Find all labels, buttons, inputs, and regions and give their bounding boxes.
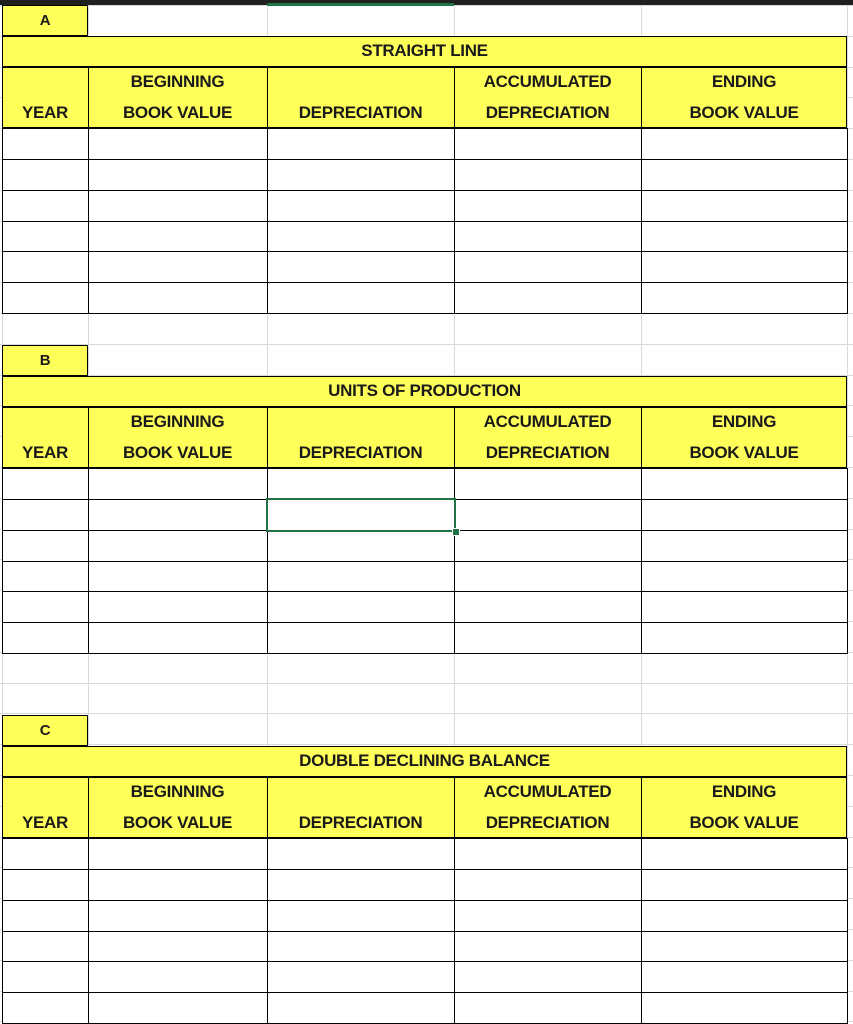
header-ending-line1: ENDING [711, 411, 777, 431]
header-ending-line2: BOOK VALUE [689, 102, 799, 122]
table-cell-accumulated[interactable] [454, 622, 642, 654]
table-cell-accumulated[interactable] [454, 251, 642, 283]
method-title: DOUBLE DECLINING BALANCE [2, 746, 847, 777]
gridline-horizontal [0, 344, 853, 345]
header-beginning-line2: BOOK VALUE [122, 442, 233, 462]
table-cell-beginning[interactable] [88, 159, 268, 191]
table-cell-year[interactable] [2, 992, 89, 1024]
table-cell-year[interactable] [2, 468, 89, 500]
table-cell-accumulated[interactable] [454, 221, 642, 253]
header-year: YEAR [21, 102, 69, 122]
table-cell-beginning[interactable] [88, 992, 268, 1024]
table-cell-depreciation[interactable] [267, 838, 455, 870]
table-cell-depreciation[interactable] [267, 282, 455, 314]
table-cell-ending[interactable] [641, 838, 848, 870]
table-cell-beginning[interactable] [88, 622, 268, 654]
table-cell-depreciation[interactable] [267, 190, 455, 222]
table-cell-year[interactable] [2, 961, 89, 993]
table-cell-ending[interactable] [641, 530, 848, 562]
header-accumulated-line2: DEPRECIATION [485, 442, 610, 462]
table-cell-beginning[interactable] [88, 530, 268, 562]
table-cell-beginning[interactable] [88, 961, 268, 993]
gridline-horizontal [0, 683, 853, 684]
header-beginning-line2: BOOK VALUE [122, 812, 233, 832]
table-cell-ending[interactable] [641, 622, 848, 654]
table-cell-year[interactable] [2, 838, 89, 870]
header-accumulated-line1: ACCUMULATED [483, 71, 612, 91]
selected-cell[interactable] [266, 498, 456, 532]
table-cell-depreciation[interactable] [267, 251, 455, 283]
table-cell-depreciation[interactable] [267, 530, 455, 562]
table-cell-ending[interactable] [641, 591, 848, 623]
table-cell-year[interactable] [2, 530, 89, 562]
gridline-horizontal [0, 713, 853, 714]
header-year: YEAR [21, 812, 69, 832]
method-title: UNITS OF PRODUCTION [2, 376, 847, 407]
table-cell-accumulated[interactable] [454, 838, 642, 870]
table-cell-beginning[interactable] [88, 561, 268, 593]
table-cell-ending[interactable] [641, 190, 848, 222]
table-cell-accumulated[interactable] [454, 499, 642, 531]
table-cell-year[interactable] [2, 561, 89, 593]
table-cell-year[interactable] [2, 282, 89, 314]
table-cell-accumulated[interactable] [454, 159, 642, 191]
table-cell-beginning[interactable] [88, 591, 268, 623]
table-cell-depreciation[interactable] [267, 221, 455, 253]
table-cell-ending[interactable] [641, 221, 848, 253]
table-cell-ending[interactable] [641, 961, 848, 993]
table-cell-beginning[interactable] [88, 221, 268, 253]
table-cell-year[interactable] [2, 221, 89, 253]
table-cell-beginning[interactable] [88, 128, 268, 160]
header-ending-line1: ENDING [711, 781, 777, 801]
table-cell-depreciation[interactable] [267, 561, 455, 593]
table-cell-year[interactable] [2, 251, 89, 283]
table-cell-year[interactable] [2, 622, 89, 654]
table-cell-ending[interactable] [641, 931, 848, 963]
table-cell-ending[interactable] [641, 499, 848, 531]
table-cell-ending[interactable] [641, 468, 848, 500]
table-cell-accumulated[interactable] [454, 900, 642, 932]
table-cell-accumulated[interactable] [454, 561, 642, 593]
table-cell-ending[interactable] [641, 282, 848, 314]
table-cell-accumulated[interactable] [454, 591, 642, 623]
section-letter-label: C [2, 715, 88, 746]
table-cell-depreciation[interactable] [267, 961, 455, 993]
table-cell-year[interactable] [2, 869, 89, 901]
header-accumulated-line2: DEPRECIATION [485, 102, 610, 122]
table-cell-ending[interactable] [641, 900, 848, 932]
table-cell-beginning[interactable] [88, 900, 268, 932]
header-beginning-line1: BEGINNING [130, 411, 225, 431]
table-cell-accumulated[interactable] [454, 282, 642, 314]
table-cell-accumulated[interactable] [454, 931, 642, 963]
table-cell-ending[interactable] [641, 128, 848, 160]
table-cell-year[interactable] [2, 190, 89, 222]
table-cell-accumulated[interactable] [454, 961, 642, 993]
table-cell-beginning[interactable] [88, 931, 268, 963]
header-year: YEAR [21, 442, 69, 462]
header-accumulated-line2: DEPRECIATION [485, 812, 610, 832]
table-cell-ending[interactable] [641, 159, 848, 191]
table-cell-year[interactable] [2, 128, 89, 160]
table-cell-accumulated[interactable] [454, 869, 642, 901]
method-title: STRAIGHT LINE [2, 36, 847, 67]
header-beginning-line1: BEGINNING [130, 781, 225, 801]
table-cell-accumulated[interactable] [454, 128, 642, 160]
table-cell-year[interactable] [2, 900, 89, 932]
table-cell-ending[interactable] [641, 869, 848, 901]
table-cell-depreciation[interactable] [267, 869, 455, 901]
header-beginning-line2: BOOK VALUE [122, 102, 233, 122]
table-cell-depreciation[interactable] [267, 992, 455, 1024]
table-cell-beginning[interactable] [88, 468, 268, 500]
table-cell-depreciation[interactable] [267, 900, 455, 932]
section-letter-label: B [2, 345, 88, 376]
header-beginning-line1: BEGINNING [130, 71, 225, 91]
header-depreciation: DEPRECIATION [298, 812, 423, 832]
active-column-indicator [267, 3, 454, 6]
table-cell-beginning[interactable] [88, 869, 268, 901]
table-cell-depreciation[interactable] [267, 468, 455, 500]
table-cell-ending[interactable] [641, 561, 848, 593]
table-cell-depreciation[interactable] [267, 931, 455, 963]
table-cell-accumulated[interactable] [454, 190, 642, 222]
header-depreciation: DEPRECIATION [298, 102, 423, 122]
table-cell-accumulated[interactable] [454, 992, 642, 1024]
table-cell-ending[interactable] [641, 251, 848, 283]
header-accumulated-line1: ACCUMULATED [483, 411, 612, 431]
fill-handle[interactable] [452, 528, 460, 536]
table-cell-beginning[interactable] [88, 282, 268, 314]
table-cell-depreciation[interactable] [267, 128, 455, 160]
table-cell-year[interactable] [2, 591, 89, 623]
section-letter-label: A [2, 5, 88, 36]
header-depreciation: DEPRECIATION [298, 442, 423, 462]
table-cell-depreciation[interactable] [267, 591, 455, 623]
table-cell-beginning[interactable] [88, 499, 268, 531]
header-ending-line2: BOOK VALUE [689, 442, 799, 462]
table-cell-beginning[interactable] [88, 190, 268, 222]
table-cell-beginning[interactable] [88, 251, 268, 283]
table-cell-beginning[interactable] [88, 838, 268, 870]
header-ending-line2: BOOK VALUE [689, 812, 799, 832]
table-cell-accumulated[interactable] [454, 530, 642, 562]
table-cell-year[interactable] [2, 931, 89, 963]
table-cell-depreciation[interactable] [267, 622, 455, 654]
header-ending-line1: ENDING [711, 71, 777, 91]
table-cell-accumulated[interactable] [454, 468, 642, 500]
table-cell-year[interactable] [2, 159, 89, 191]
table-cell-ending[interactable] [641, 992, 848, 1024]
table-cell-depreciation[interactable] [267, 159, 455, 191]
table-cell-year[interactable] [2, 499, 89, 531]
header-accumulated-line1: ACCUMULATED [483, 781, 612, 801]
